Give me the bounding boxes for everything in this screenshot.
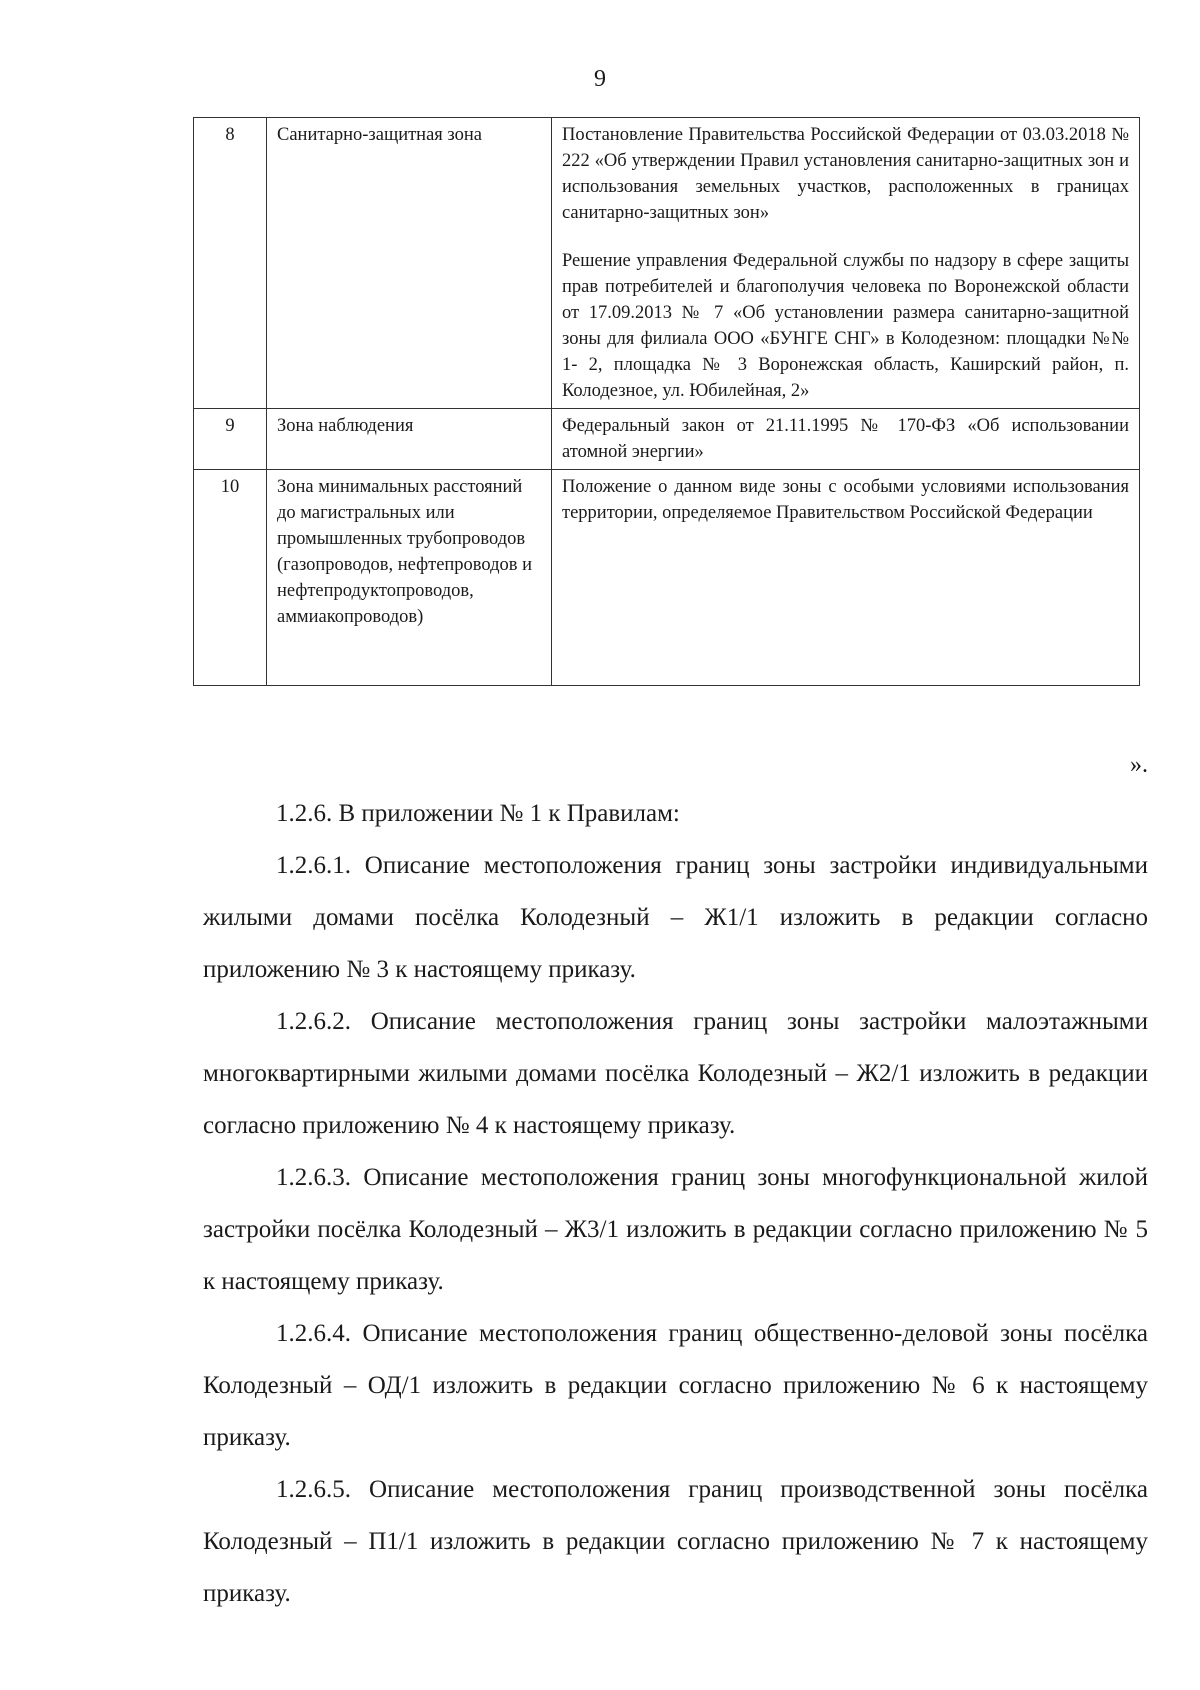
zone-name: Зона наблюдения bbox=[267, 409, 552, 470]
legal-basis-paragraph: Решение управления Федеральной службы по надзору в сфере защиты прав потребителей и благополучия человека по Воронежской области от 17.09.2013 № 7 «Об установлении размера санитарно-защитной зоны для филиала ООО «БУНГЕ СНГ» в Колодезном: площадки №№ 1- 2, площадка № 3 Воронежская область, Каширский район, п. Колодезное, ул. Юбилейная, 2» bbox=[562, 251, 1129, 401]
zone-legal-basis bbox=[552, 470, 1140, 686]
closing-quote: ». bbox=[1130, 752, 1148, 778]
paragraph: 1.2.6.4. Описание местоположения границ общественно-деловой зоны посёлка Колодезный – ОД/1 изложить в редакции согласно приложению № 6 к настоящему приказу. bbox=[203, 1320, 1148, 1451]
body-text bbox=[203, 788, 1148, 1620]
legal-basis-paragraph: Положение о данном виде зоны с особыми условиями использования территории, определяемое Правительством Российской Федерации bbox=[562, 477, 1129, 523]
zones-table bbox=[193, 117, 1140, 686]
paragraph: 1.2.6. В приложении № 1 к Правилам: bbox=[276, 800, 680, 827]
paragraph: 1.2.6.3. Описание местоположения границ зоны многофункциональной жилой застройки посёлка Колодезный – Ж3/1 изложить в редакции согласно приложению № 5 к настоящему приказу. bbox=[203, 1164, 1148, 1295]
row-number: 9 bbox=[194, 409, 267, 470]
paragraph: 1.2.6.2. Описание местоположения границ зоны застройки малоэтажными многоквартирными жилыми домами посёлка Колодезный – Ж2/1 изложить в редакции согласно приложению № 4 к настоящему приказу. bbox=[203, 1008, 1148, 1139]
paragraph: 1.2.6.5. Описание местоположения границ производственной зоны посёлка Колодезный – П1/1 изложить в редакции согласно приложению № 7 к настоящему приказу. bbox=[203, 1476, 1148, 1607]
table-row bbox=[194, 409, 1140, 470]
paragraph: 1.2.6.1. Описание местоположения границ зоны застройки индивидуальными жилыми домами посёлка Колодезный – Ж1/1 изложить в редакции согласно приложению № 3 к настоящему приказу. bbox=[203, 852, 1148, 983]
zone-legal-basis bbox=[552, 118, 1140, 409]
legal-basis-paragraph: Постановление Правительства Российской Федерации от 03.03.2018 № 222 «Об утверждении Правил установления санитарно-защитных зон и использования земельных участков, расположенных в границах санитарно-защитных зон» bbox=[562, 125, 1129, 223]
row-number: 10 bbox=[194, 470, 267, 686]
zone-name: Зона минимальных расстояний до магистральных или промышленных трубопроводов (газопроводов, нефтепроводов и нефтепродуктопроводов, аммиакопроводов) bbox=[267, 470, 552, 686]
legal-basis-paragraph: Федеральный закон от 21.11.1995 № 170-ФЗ «Об использовании атомной энергии» bbox=[562, 416, 1129, 462]
page-number: 9 bbox=[594, 66, 606, 92]
zone-legal-basis bbox=[552, 409, 1140, 470]
zone-name: Санитарно-защитная зона bbox=[267, 118, 552, 409]
table-row bbox=[194, 118, 1140, 409]
table-row bbox=[194, 470, 1140, 686]
row-number: 8 bbox=[194, 118, 267, 409]
